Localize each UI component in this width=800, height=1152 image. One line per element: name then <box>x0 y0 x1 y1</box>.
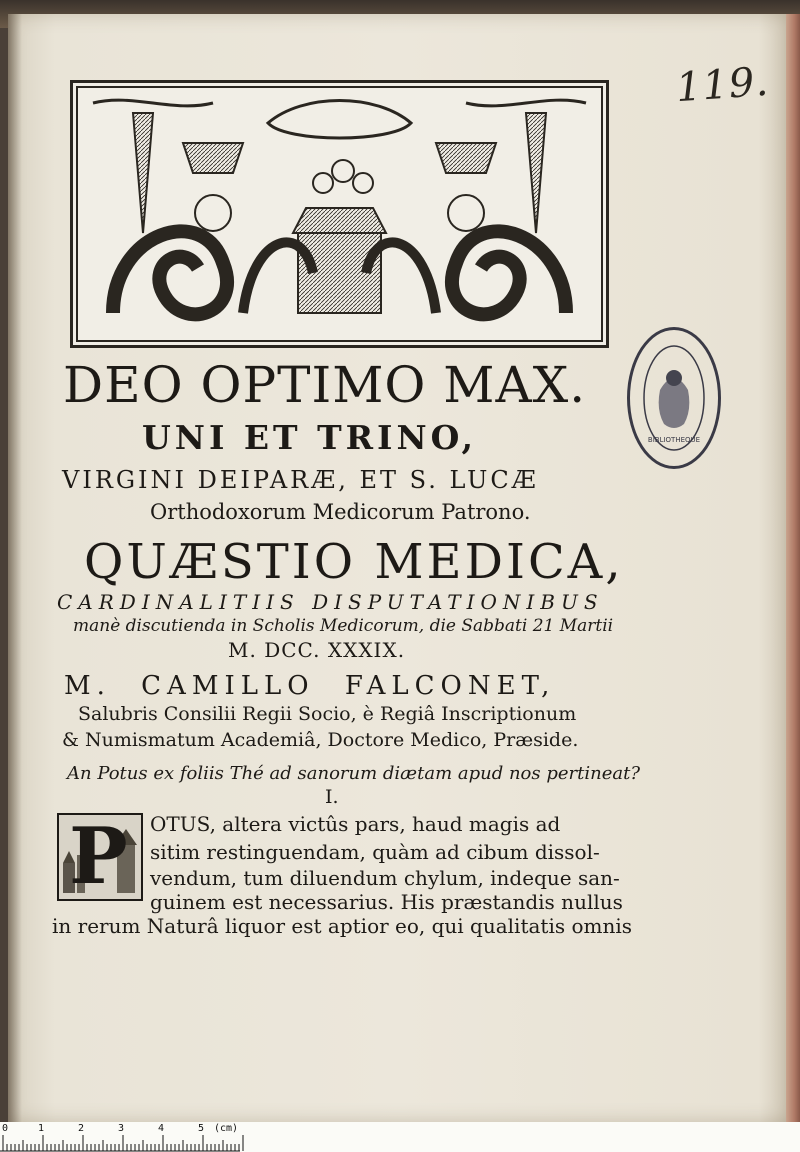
question-heading: QUÆSTIO MEDICA, <box>84 534 624 590</box>
dropcap-letter: P <box>69 811 128 902</box>
ruler-label-2: 2 <box>78 1123 85 1134</box>
ruler-label-5: 5 <box>198 1123 205 1134</box>
ruler-label-3: 3 <box>118 1123 125 1134</box>
stamp-emblem-icon <box>630 330 718 466</box>
ruler-unit: (cm) <box>214 1123 239 1134</box>
body-line-3: vendum, tum diluendum chylum, indeque san- <box>150 866 620 890</box>
dedication-line-2: UNI ET TRINO, <box>142 418 477 457</box>
ornamental-headpiece <box>70 80 609 348</box>
dedication-line-3: VIRGINI DEIPARÆ, ET S. LUCÆ <box>62 466 539 494</box>
section-number: I. <box>325 786 339 808</box>
scale-ruler <box>0 1122 800 1152</box>
dropcap-initial <box>57 813 143 901</box>
body-line-5: in rerum Naturâ liquor est aptior eo, qui qualitatis omnis <box>52 914 633 938</box>
body-line-1: OTUS, altera victûs pars, haud magis ad <box>150 812 561 836</box>
ruler-label-1: 1 <box>38 1123 45 1134</box>
page-number: 119. <box>674 58 771 112</box>
ruler-label-0: 0 <box>2 1123 9 1134</box>
question-date: M. DCC. XXXIX. <box>228 638 406 662</box>
question-line-1: CARDINALITIIS DISPUTATIONIBUS <box>57 590 604 614</box>
dedication-heading: DEO OPTIMO MAX. <box>63 356 587 414</box>
dedication-line-4: Orthodoxorum Medicorum Patrono. <box>150 500 531 524</box>
svg-text:BIBLIOTHEQUE: BIBLIOTHEQUE <box>647 436 701 444</box>
headpiece-ornament-icon <box>73 83 606 345</box>
question-line-2: manè discutienda in Scholis Medicorum, die Sabbati 21 Martii <box>73 616 614 636</box>
thesis-question: An Potus ex foliis Thé ad sanorum diætam apud nos pertineat? <box>67 763 640 784</box>
library-stamp <box>627 327 721 469</box>
page-edge <box>786 14 800 1122</box>
president-line-2: & Numismatum Academiâ, Doctore Medico, Præside. <box>62 729 579 751</box>
body-line-2: sitim restinguendam, quàm ad cibum dissol- <box>150 840 600 864</box>
body-line-4: guinem est necessarius. His præstandis nullus <box>150 890 623 914</box>
president-name: M. CAMILLO FALCONET, <box>64 671 556 701</box>
president-line-1: Salubris Consilii Regii Socio, è Regiâ Inscriptionum <box>78 703 577 725</box>
spine-shadow <box>8 14 22 1122</box>
ruler-label-4: 4 <box>158 1123 165 1134</box>
